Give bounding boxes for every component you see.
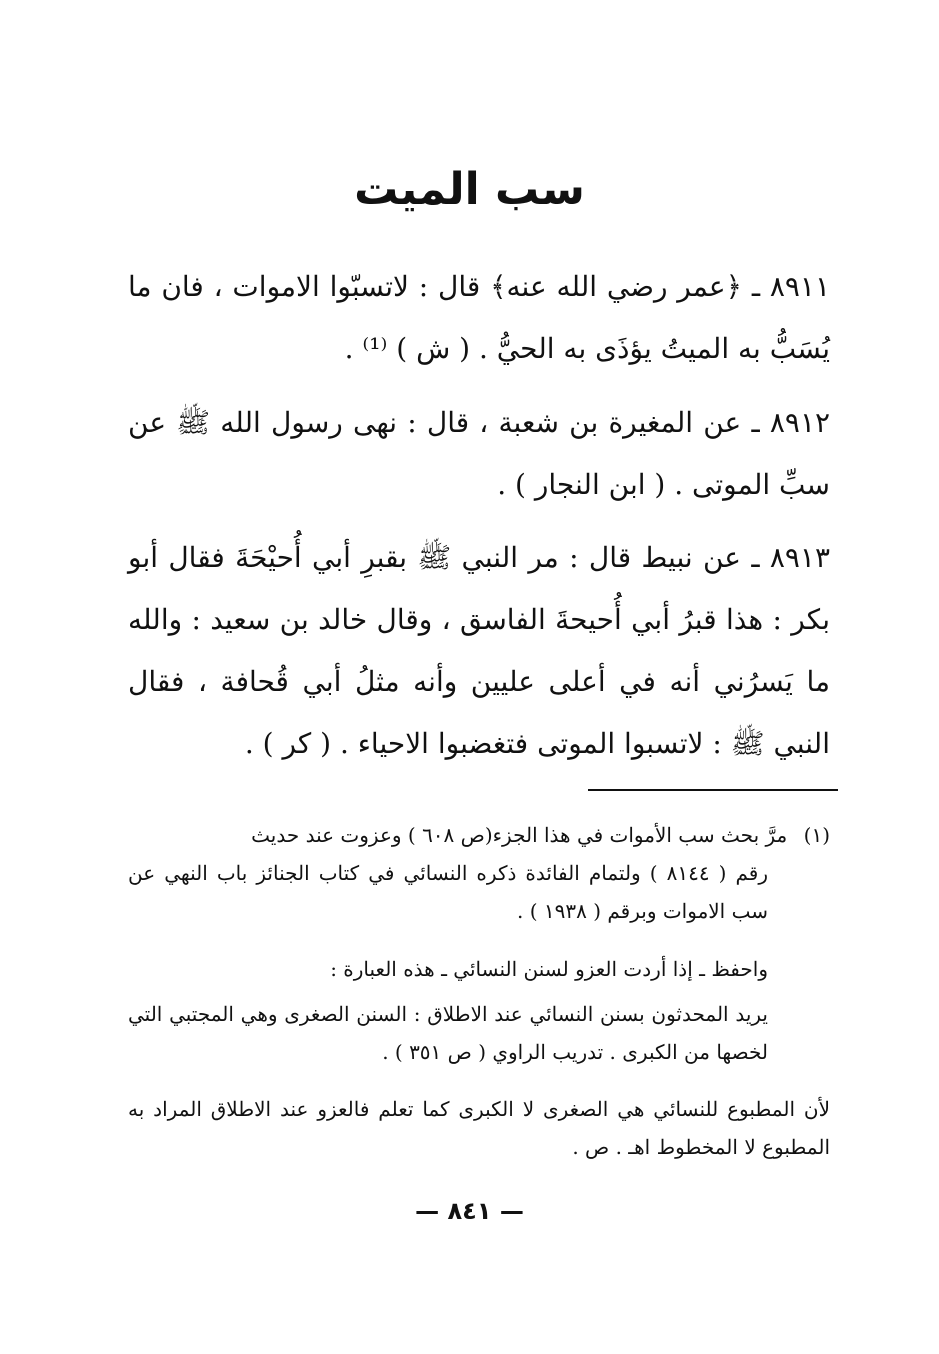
hadith-8912 — [128, 392, 830, 516]
footnote-continuation: رقم ( ٨١٤٤ ) ولتمام الفائدة ذكره النسائي في كتاب الجنائز باب النهي عن سب الاموات وبرقم ( ١٩٣٨ ) . — [128, 861, 769, 923]
footnote-separator — [588, 789, 838, 791]
hadith-text: ـ عن نبيط قال : مر النبي ﷺ بقبرِ أبي أُحيْحَةَ فقال أبو بكر : هذا قبرُ أبي أُحيحةَ الفاسق ، وقال خالد بن سعيد : والله ما يَسرُني أنه في أعلى عليين وأنه مثلُ أبي قُحافة ، فقال النبي ﷺ : لاتسبوا الموتى فتغضبوا الاحياء . ( كر ) . — [128, 541, 830, 760]
footnote-line — [128, 816, 830, 854]
footnote-paragraph: يريد المحدثون بسنن النسائي عند الاطلاق : السنن الصغرى وهي المجتبي التي لخصها من الكبرى . تدريب الراوي ( ص ٣٥١ ) . — [128, 1002, 768, 1064]
footnote-paragraph: لأن المطبوع للنسائي هي الصغرى لا الكبرى كما تعلم فالعزو عند الاطلاق المراد به المطبوع لا المخطوط اهـ . ص . — [128, 1097, 830, 1159]
page-number: — ٨٤١ — — [415, 1197, 524, 1225]
hadith-text: ـ عن المغيرة بن شعبة ، قال : نهى رسول الله ﷺ عن سبِّ الموتى . ( ابن النجار ) . — [128, 406, 830, 501]
footnote-marker: (١) — [803, 823, 830, 847]
footnote-text: مرَّ بحث سب الأموات في هذا الجزء(ص ٦٠٨ ) وعزوت عند حديث — [251, 823, 788, 847]
hadith-8913 — [128, 527, 830, 775]
hadith-number: ٨٩١١ — [769, 270, 830, 303]
hadith-text: ـ ﴿عمر رضي الله عنه﴾ قال : لاتسبّوا الاموات ، فان ما يُسَبُّ به الميتُ يؤذَى به الحيُّ . ( ش ) ⁽¹⁾ . — [128, 270, 830, 365]
footnote-1 — [128, 816, 830, 930]
footnote-paragraph: واحفظ ـ إذا أردت العزو لسنن النسائي ـ هذه العبارة : — [330, 957, 768, 981]
hadith-number: ٨٩١٢ — [769, 406, 831, 439]
hadith-8911 — [128, 256, 830, 380]
hadith-number: ٨٩١٣ — [769, 541, 830, 574]
chapter-title: سب الميت — [354, 164, 585, 215]
